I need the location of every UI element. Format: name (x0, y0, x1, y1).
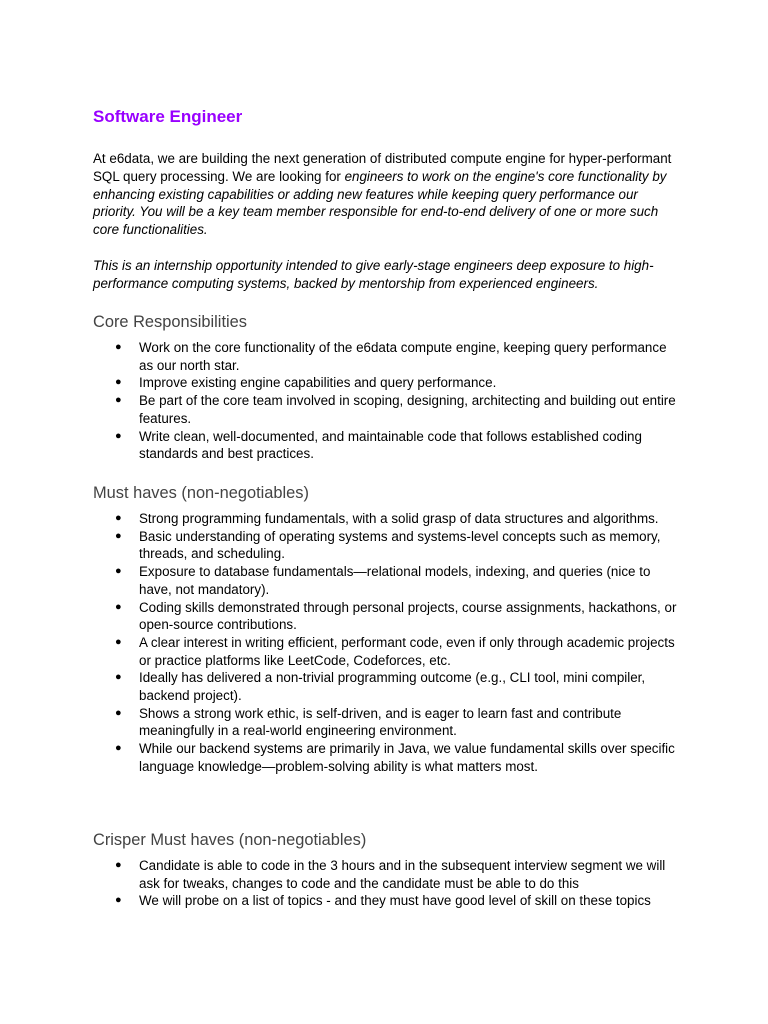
list-item (93, 339, 683, 374)
list-item (93, 374, 683, 392)
internship-note: This is an internship opportunity intended to give early-stage engineers deep exposure to high-performance computing systems, backed by mentorship from experienced engineers. (93, 258, 654, 291)
list-item-text: We will probe on a list of topics - and they must have good level of skill on these topics (139, 893, 651, 909)
intro-italic-text: engineers to work on the engine's core functionality by enhancing existing capabilities or adding new features while keeping query performance our priority. You will be a key team member responsible for end-to-end delivery of one or more such core functionalities. (93, 168, 667, 238)
bullet-icon: ● (115, 600, 122, 613)
bullet-icon: ● (115, 742, 122, 755)
list-item (93, 428, 683, 463)
intro-text: At e6data, we are building the next generation of distributed compute engine for hyper-performant SQL query processing. We are looking for (93, 151, 672, 184)
list-item-text: Work on the core functionality of the e6data compute engine, keeping query performance as our north star. (139, 340, 667, 373)
list-item (93, 510, 683, 528)
section-heading-core-responsibilities: Core Responsibilities (93, 313, 247, 331)
list-item-text: Exposure to database fundamentals—relational models, indexing, and queries (nice to have, not mandatory). (139, 564, 651, 597)
bullet-icon: ● (115, 859, 122, 871)
must-haves-list (93, 510, 683, 776)
bullet-icon: ● (115, 394, 122, 407)
list-item-text: A clear interest in writing efficient, performant code, even if only through academic projects or practice platforms like LeetCode, Codeforces, etc. (139, 634, 675, 668)
bullet-icon: ● (115, 512, 122, 524)
bullet-icon: ● (115, 671, 122, 684)
list-item (93, 857, 683, 892)
list-item (93, 669, 683, 704)
list-item (93, 599, 683, 634)
section-heading-must-haves: Must haves (non-negotiables) (93, 484, 309, 502)
list-item-text: While our backend systems are primarily in Java, we value fundamental skills over specific language knowledge—problem-solving ability is what matters most. (139, 741, 675, 774)
bullet-icon: ● (115, 341, 122, 353)
page-title: Software Engineer (93, 107, 243, 126)
intro-paragraph (93, 150, 683, 239)
bullet-icon: ● (115, 706, 122, 719)
section-heading-crisper-must-haves: Crisper Must haves (non-negotiables) (93, 831, 367, 849)
list-item-text: Candidate is able to code in the 3 hours and in the subsequent interview segment we will ask for tweaks, changes to code and the candidate must be able to do this (139, 858, 666, 891)
list-item-text: Be part of the core team involved in scoping, designing, architecting and building out entire features. (139, 393, 676, 426)
list-item-text: Coding skills demonstrated through personal projects, course assignments, hackathons, or open-source contributions. (139, 599, 677, 633)
list-item (93, 563, 683, 598)
list-item-text: Ideally has delivered a non-trivial programming outcome (e.g., CLI tool, mini compiler, backend project). (139, 670, 646, 704)
list-item (93, 528, 683, 563)
list-item (93, 392, 683, 427)
bullet-icon: ● (115, 565, 122, 578)
bullet-icon: ● (115, 529, 122, 542)
list-item-text: Improve existing engine capabilities and query performance. (139, 375, 497, 391)
list-item-text: Shows a strong work ethic, is self-driven, and is eager to learn fast and contribute meaningfully in a real-world engineering environment. (139, 705, 622, 739)
bullet-icon: ● (115, 429, 122, 442)
list-item-text: Write clean, well-documented, and maintainable code that follows established coding standards and best practices. (139, 428, 642, 462)
bullet-icon: ● (115, 894, 122, 907)
list-item-text: Basic understanding of operating systems and systems-level concepts such as memory, threads, and scheduling. (139, 528, 661, 562)
crisper-must-haves-list (93, 857, 683, 910)
list-item (93, 634, 683, 669)
core-responsibilities-list (93, 339, 683, 463)
bullet-icon: ● (115, 376, 122, 389)
bullet-icon: ● (115, 635, 122, 648)
list-item (93, 740, 683, 775)
list-item (93, 892, 683, 910)
list-item (93, 705, 683, 740)
list-item-text: Strong programming fundamentals, with a solid grasp of data structures and algorithms. (139, 511, 659, 526)
